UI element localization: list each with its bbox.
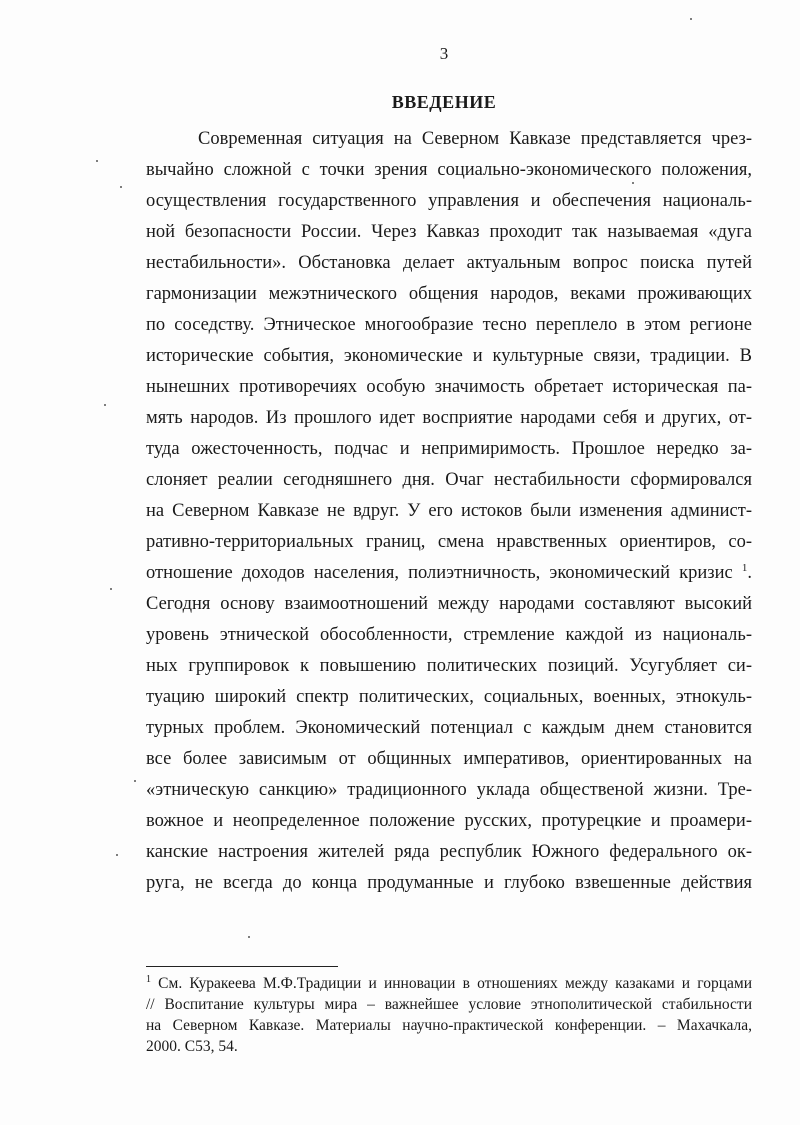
body-line: мять народов. Из прошлого идет восприятие народами себя и других, от- (146, 408, 752, 428)
body-line: Современная ситуация на Северном Кавказе представляется чрез- (198, 129, 752, 149)
section-title: ВВЕДЕНИЕ (391, 92, 497, 112)
page-number: 3 (439, 44, 449, 63)
body-line: все более зависимым от общинных императивов, ориентированных на (146, 749, 752, 769)
scan-speck (632, 182, 634, 184)
body-line: туда ожесточенность, подчас и непримиримость. Прошлое нередко за- (146, 439, 752, 459)
scan-speck (104, 404, 106, 406)
footnote-line: 2000. С53, 54. (146, 1038, 238, 1055)
body-line-with-footnote-ref (146, 558, 752, 589)
scan-speck (96, 160, 98, 162)
footnote-line-text: См. Куракеева М.Ф.Традиции и инновации в отношениях между казаками и горцами (158, 975, 752, 992)
footnote-marker: 1 (146, 973, 151, 985)
body-line: турных проблем. Экономический потенциал с каждым днем становится (146, 718, 752, 738)
footnote-reference: 1 (741, 561, 748, 574)
body-line: на Северном Кавказе не вдруг. У его истоков были изменения админист- (146, 501, 752, 521)
footnote-line: // Воспитание культуры мира – важнейшее условие этнополитической стабильности (146, 996, 752, 1013)
scan-speck (690, 18, 692, 20)
body-line: осуществления государственного управления и обеспечения националь- (146, 191, 752, 211)
scan-speck (116, 854, 118, 856)
body-line: уровень этнической обособленности, стремление каждой из националь- (146, 625, 752, 645)
body-line: Сегодня основу взаимоотношений между народами составляют высокий (146, 594, 752, 614)
footnote-line (146, 973, 752, 994)
body-line: нынешних противоречиях особую значимость обретает историческая па- (146, 377, 752, 397)
body-line: канские настроения жителей ряда республик Южного федерального ок- (146, 842, 752, 862)
body-line: нестабильности». Обстановка делает актуальным вопрос поиска путей (146, 253, 752, 273)
body-line: слоняет реалии сегодняшнего дня. Очаг нестабильности сформировался (146, 470, 752, 490)
body-line: туацию широкий спектр политических, социальных, военных, этнокуль- (146, 687, 752, 707)
scan-speck (110, 588, 112, 590)
body-line: «этническую санкцию» традиционного уклада общественой жизни. Тре- (146, 780, 752, 800)
body-line: ративно-территориальных границ, смена нравственных ориентиров, со- (146, 532, 752, 552)
scan-speck (248, 936, 250, 938)
footnote-separator (146, 966, 338, 967)
body-line: ной безопасности России. Через Кавказ проходит так называемая «дуга (146, 222, 752, 242)
scan-speck (120, 186, 122, 188)
body-line: ных группировок к повышению политических позиций. Усугубляет си- (146, 656, 752, 676)
body-line: вычайно сложной с точки зрения социально-экономического положения, (146, 160, 752, 180)
body-line: исторические события, экономические и культурные связи, традиции. В (146, 346, 752, 366)
body-line: по соседству. Этническое многообразие тесно переплело в этом регионе (146, 315, 752, 335)
footnote (146, 973, 752, 1057)
scan-speck (134, 780, 136, 782)
body-line: руга, не всегда до конца продуманные и глубоко взвешенные действия (146, 873, 752, 893)
body-text (146, 124, 752, 899)
footnote-reference-period: . (747, 563, 752, 583)
body-line: вожное и неопределенное положение русских, протурецкие и проамери- (146, 811, 752, 831)
body-line: гармонизации межэтнического общения народов, веками проживающих (146, 284, 752, 304)
body-line-text: отношение доходов населения, полиэтничность, экономический кризис (146, 563, 733, 583)
footnote-line: на Северном Кавказе. Материалы научно-практической конференции. – Махачкала, (146, 1017, 752, 1034)
